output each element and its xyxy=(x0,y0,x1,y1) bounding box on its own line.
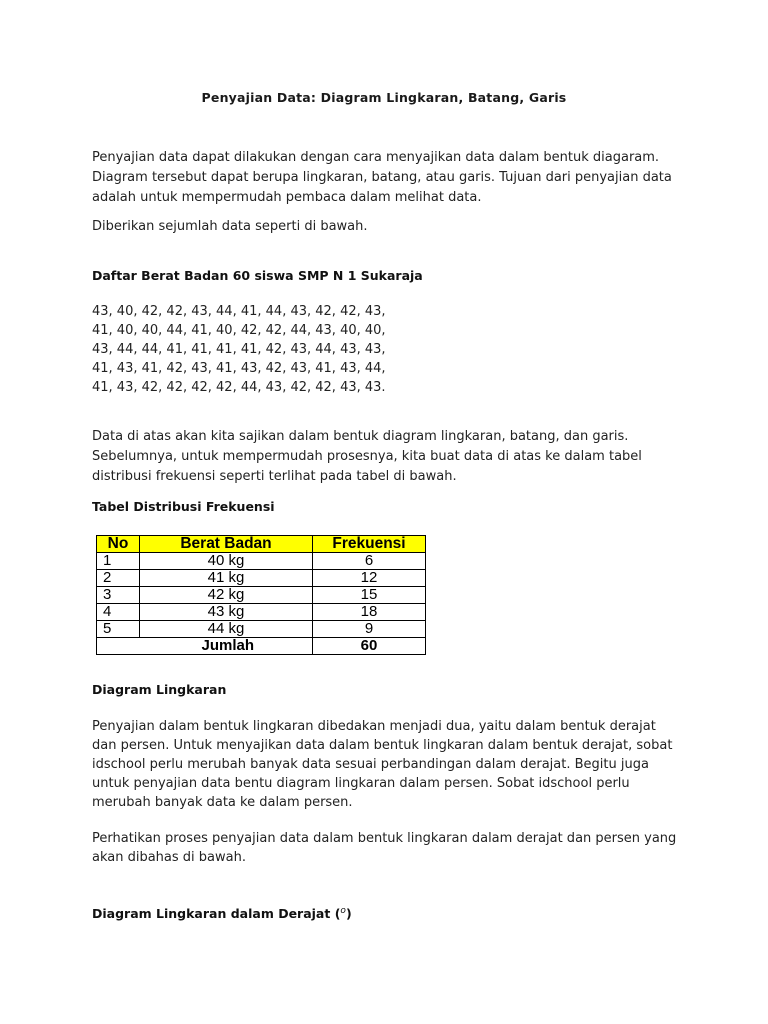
pie-subheading-close: ) xyxy=(345,906,352,922)
table-cell: 3 xyxy=(97,587,140,604)
table-header-row xyxy=(97,536,426,553)
pie-paragraph-2 xyxy=(92,829,676,867)
table-row xyxy=(97,587,426,604)
table-cell: 9 xyxy=(313,621,426,638)
table-cell: 1 xyxy=(97,553,140,570)
table-cell-empty xyxy=(97,638,140,655)
table-cell: 44 kg xyxy=(140,621,313,638)
data-heading: Daftar Berat Badan 60 siswa SMP N 1 Sukaraja xyxy=(92,268,423,283)
table-header-berat: Berat Badan xyxy=(140,536,313,553)
table-cell: 41 kg xyxy=(140,570,313,587)
pie-heading: Diagram Lingkaran xyxy=(92,682,227,697)
data-line: 43, 40, 42, 42, 43, 44, 41, 44, 43, 42, 42, 43, xyxy=(92,304,386,319)
pie-line: Perhatikan proses penyajian data dalam bentuk lingkaran dalam derajat dan persen yang xyxy=(92,831,677,846)
pie-line: idschool perlu merubah banyak data sesuai perbandingan dalam derajat. Begitu juga xyxy=(92,757,649,772)
table-row xyxy=(97,604,426,621)
table-cell: 6 xyxy=(313,553,426,570)
pie-line: merubah banyak data ke dalam persen. xyxy=(92,795,353,810)
intro-line: Penyajian data dapat dilakukan dengan cara menyajikan data dalam bentuk diagaram. xyxy=(92,150,660,165)
table-total-row xyxy=(97,638,426,655)
pie-paragraph xyxy=(92,717,672,812)
table-row xyxy=(97,570,426,587)
data-line: 41, 40, 40, 44, 41, 40, 42, 42, 44, 43, 40, 40, xyxy=(92,323,386,338)
degree-symbol: o xyxy=(340,906,346,916)
table-total-label: Jumlah xyxy=(140,638,313,655)
data-line: 43, 44, 44, 41, 41, 41, 41, 42, 43, 44, 43, 43, xyxy=(92,342,386,357)
explain-line: Sebelumnya, untuk mempermudah prosesnya, kita buat data di atas ke dalam tabel xyxy=(92,449,642,464)
explain-paragraph xyxy=(92,427,642,487)
table-cell: 2 xyxy=(97,570,140,587)
table-header-frekuensi: Frekuensi xyxy=(313,536,426,553)
intro-paragraph-2: Diberikan sejumlah data seperti di bawah. xyxy=(92,219,368,234)
table-cell: 40 kg xyxy=(140,553,313,570)
intro-paragraph xyxy=(92,148,672,208)
table-cell: 42 kg xyxy=(140,587,313,604)
data-line: 41, 43, 41, 42, 43, 41, 43, 42, 43, 41, 43, 44, xyxy=(92,361,386,376)
data-list xyxy=(92,302,386,397)
explain-line: distribusi frekuensi seperti terlihat pada tabel di bawah. xyxy=(92,469,457,484)
table-cell: 12 xyxy=(313,570,426,587)
table-row xyxy=(97,621,426,638)
data-line: 41, 43, 42, 42, 42, 42, 44, 43, 42, 42, 43, 43. xyxy=(92,380,386,395)
intro-line: adalah untuk mempermudah pembaca dalam melihat data. xyxy=(92,190,482,205)
table-cell: 5 xyxy=(97,621,140,638)
table-cell: 4 xyxy=(97,604,140,621)
frequency-table xyxy=(96,535,426,655)
pie-subheading xyxy=(92,906,352,921)
table-cell: 43 kg xyxy=(140,604,313,621)
explain-line: Data di atas akan kita sajikan dalam bentuk diagram lingkaran, batang, dan garis. xyxy=(92,429,629,444)
table-cell: 15 xyxy=(313,587,426,604)
table-row xyxy=(97,553,426,570)
table-header-no: No xyxy=(97,536,140,553)
pie-subheading-text: Diagram Lingkaran dalam Derajat ( xyxy=(92,906,341,922)
pie-line: akan dibahas di bawah. xyxy=(92,850,246,865)
pie-line: dan persen. Untuk menyajikan data dalam bentuk lingkaran dalam bentuk derajat, sobat xyxy=(92,738,673,753)
pie-line: untuk penyajian data bentu diagram lingkaran dalam persen. Sobat idschool perlu xyxy=(92,776,630,791)
table-cell: 18 xyxy=(313,604,426,621)
table-total-value: 60 xyxy=(313,638,426,655)
intro-line: Diagram tersebut dapat berupa lingkaran, batang, atau garis. Tujuan dari penyajian data xyxy=(92,170,672,185)
table-heading: Tabel Distribusi Frekuensi xyxy=(92,499,275,514)
pie-line: Penyajian dalam bentuk lingkaran dibedakan menjadi dua, yaitu dalam bentuk derajat xyxy=(92,719,656,734)
page-title: Penyajian Data: Diagram Lingkaran, Batang, Garis xyxy=(201,90,567,105)
